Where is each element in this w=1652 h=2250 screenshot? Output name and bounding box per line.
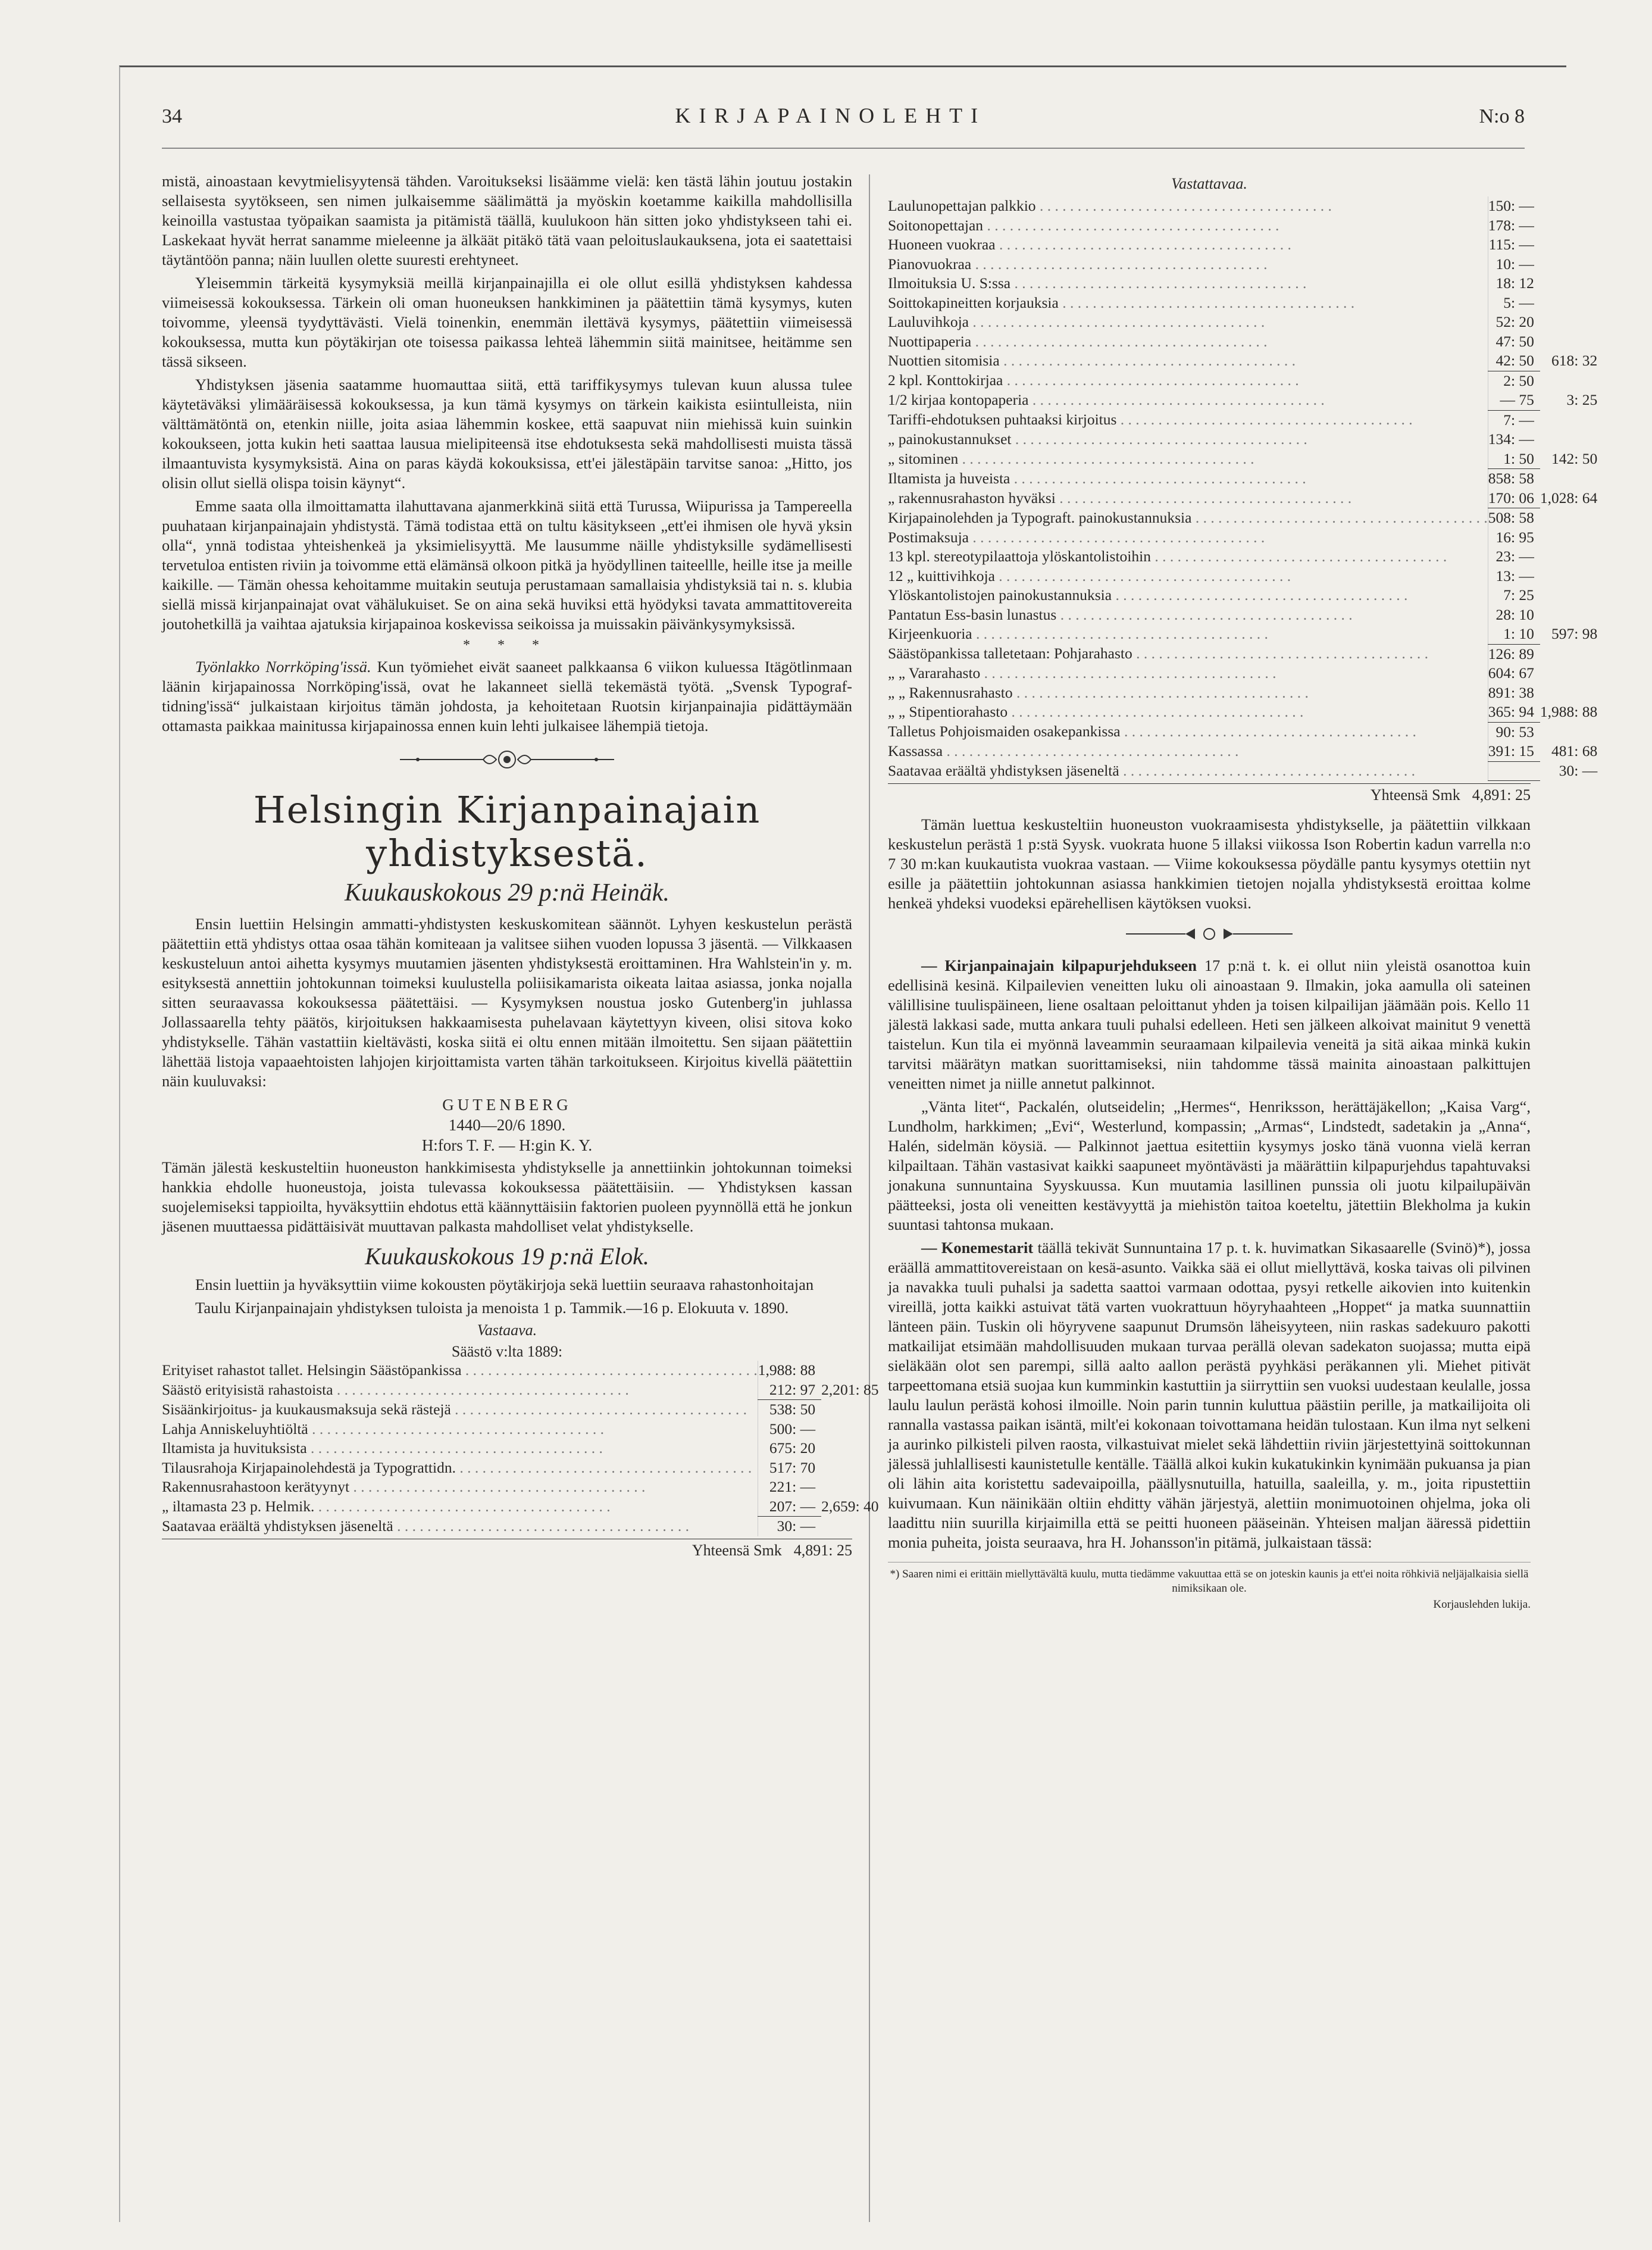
ledger-row (888, 235, 1597, 255)
ledger-value: 7: 25 (1488, 586, 1540, 605)
footnote-credit: Korjauslehden lukija. (1433, 1598, 1531, 1611)
ledger-value: 47: 50 (1488, 332, 1540, 352)
ledger-subtotal (1540, 683, 1597, 703)
ledger-value: 1,988: 88 (758, 1361, 821, 1380)
ledger-row (162, 1380, 878, 1400)
income-total-label: Yhteensä Smk (692, 1541, 782, 1559)
ledger-label (888, 567, 1488, 586)
ledger-label-text: „ rakennusrahaston hyväksi (888, 489, 1056, 507)
ledger-label-text: Ylöskantolistojen painokustannuksia (888, 586, 1112, 604)
column-divider (869, 174, 870, 2222)
ledger-value: 212: 97 (758, 1380, 821, 1400)
ledger-label-text: 13 kpl. stereotypilaattoja ylöskantolistoihin (888, 548, 1151, 565)
ledger-label-text: Laulunopettajan palkkio (888, 197, 1036, 214)
ledger-row (888, 664, 1597, 683)
ledger-label-text: Ilmoituksia U. S:ssa (888, 274, 1011, 292)
ledger-label-text: Soitonopettajan (888, 216, 984, 234)
ledger-subtotal: 597: 98 (1551, 625, 1598, 643)
ledger-row (888, 702, 1597, 722)
expense-total (888, 783, 1531, 804)
ledger-subtotal (821, 1439, 878, 1458)
ledger-subtotal (1540, 235, 1597, 255)
ledger-row (888, 761, 1597, 781)
ledger-subtotal: 1,028: 64 (1540, 489, 1598, 507)
ledger-subtotal: 618: 32 (1551, 352, 1598, 370)
ledger-value: 221: — (758, 1477, 821, 1497)
ledger-label (888, 351, 1488, 371)
ledger-subtotal (1540, 605, 1597, 625)
ledger-row (162, 1517, 878, 1536)
ledger-value: 891: 38 (1488, 683, 1540, 703)
excursion-article (888, 1238, 1531, 1552)
ledger-label-text: Nuottipaperia (888, 332, 972, 350)
ledger-row (888, 216, 1597, 236)
ledger-label-text: Erityiset rahastot tallet. Helsingin Säästöpankissa (162, 1361, 462, 1379)
ledger-label-text: 2 kpl. Konttokirjaa (888, 371, 1003, 389)
ledger-subtotal (1540, 547, 1597, 567)
running-header (162, 103, 1525, 139)
ledger-row (162, 1477, 878, 1497)
excursion-text: täällä tekivät Sunnuntaina 17 p. t. k. huvimatkan Sikasaarelle (Svinö)*), jossa eräällä ammattitovereistaan on kesä-asunto. Vaikka sää ei ollut miellyttävä, koska taivas oli pilvinen ja navakka tuuli puhalsi ja sadetta saattoi varmaan odottaa, pysyi retkelle aikovien into kuitenkin vireillä, jotta kaikki astuivat tätä varten vuokrattuun höyryhaahteen „Hoppet“ ja matka suunnattiin länteen päin. Tuskin oli höyryvene saapunut Drumsön läheisyyteen, niin raskas sadekuuro pakotti matkailijat etsimään mahdollisuuden mukaan turvaa perällä olevan sadekaton suojassa; mutta eipä sieläkään olot sen parempi, sillä aalto aallon perästä pyyhkäsi peräkannen yli. Miehet pitivät tarpeettomana etsiä suojaa kun kumminkin kastuttiin ja siirryttiin sen vuoksi uudestaan keulalle, jossa laulu laulun perästä kohosi ilmoille. Noin parin tunnin kuluttua päästiin perille, ja matkailijoita oli rannalla vastassa paikan isäntä, milt'ei kokonaan toivottamana heidän tulostaan. Kun ilma nyt selkeni ja aurinko pilkisteli pilven raosta, vilkastuivat mielet sekä lähdettiin riviin järjestettyinä soittokunnan jälessä juhlallisesti kaunistetulle kentälle. Täällä alkoi kukin kukatukinkin kynimään pukuansa ja pian oli lähin aita koristettu sadevaipoilla, päällysnutuilla, hatuilla, saaleilla, y. m., joita ripustettiin kuivumaan. Kun näinikään oltiin ehditty vähän järjestyä, alettiin monimuotoinen ohjelma, joka oli laadittu niin suurilla kirjaimilla että se peitti huoneen pääseinän. Yhteisen maljan ääressä pidettiin monia puheita, joista seuraava, hra H. Johansson'in pitämä, julkaistaan tässä: (888, 1239, 1531, 1551)
ledger-label (888, 624, 1488, 644)
ledger-label (888, 255, 1488, 274)
ledger-label (162, 1458, 758, 1478)
ledger-row (888, 528, 1597, 548)
inscription-line: 1440—20/6 1890. (448, 1116, 566, 1134)
article-paragraph: Emme saata olla ilmoittamatta ilahuttavana ajanmerkkinä siitä että Turussa, Wiipurissa ja Tampereella puuhataan kirjanpainajain yhdistystä. Tämä todistaa että on tultu käsitykseen „ett'ei ihmisen ole hyvä yksin olla“, ynnä todistaa yhteishenkeä ja yksimielisyyttä. Me lausumme näille yhdistyksille sydämellisesti tervetuloa entisten riviin ja toivomme että elämänsä olkoon pitkä ja hyödyllinen taiteellle, heille itse ja meille kaikille. — Tämän ohessa kehoitamme muitakin seutuja perustamaan samallaisia yhdistyksiä tai n. s. klubia siellä missä kirjanpainajat ovat vähälukuiset. Se on aina sekä huviksi että hyödyksi tavata ammattitovereita joutohetkillä ja vaihtaa ajatuksia kirjapainoa koskevissa seikoissa ja muissakin päivänkysymyksissä. (162, 497, 852, 633)
ledger-subtotal (821, 1477, 878, 1497)
ledger-label-text: Lahja Anniskeluyhtiöltä (162, 1420, 308, 1438)
ledger-row (888, 508, 1597, 528)
ledger-row (888, 586, 1597, 605)
ledger-row (162, 1439, 878, 1458)
ledger-label (888, 410, 1488, 430)
ledger-row (888, 567, 1597, 586)
ledger-label-text: 12 „ kuittivihkoja (888, 567, 995, 585)
ledger-row (162, 1497, 878, 1517)
ledger-value: 28: 10 (1488, 605, 1540, 625)
ledger-label-text: Iltamista ja huvituksista (162, 1439, 307, 1457)
ledger-row (888, 624, 1597, 644)
ledger-label (888, 449, 1488, 469)
ledger-label (162, 1497, 758, 1517)
publication-title: KIRJAPAINOLEHTI (675, 104, 987, 127)
ledger-row (888, 469, 1597, 489)
ledger-value: 134: — (1488, 430, 1540, 449)
income-total (162, 1539, 852, 1560)
ledger-row (888, 430, 1597, 449)
ledger-label (162, 1517, 758, 1536)
ledger-label-text: Saatavaa eräältä yhdistyksen jäseneltä (888, 762, 1119, 779)
ledger-row (888, 742, 1597, 761)
ledger-value: 538: 50 (758, 1400, 821, 1420)
ledger-label (162, 1361, 758, 1380)
footnote: *) Saaren nimi ei erittäin miellyttävältä kuulu, mutta tiedämme vakuuttaa että se on joteskin kaunis ja ett'ei noita röhkiviä neljäjalkaisia siellä nimiksikaan ole. (888, 1562, 1531, 1596)
ledger-subtotal: 2,201: 85 (821, 1380, 879, 1398)
table-caption: Taulu Kirjanpainajain yhdistyksen tuloista ja menoista 1 p. Tammik.—16 p. Elokuuta v. 1890. (195, 1299, 789, 1317)
ledger-subtotal (821, 1361, 878, 1380)
regatta-article (888, 956, 1531, 1093)
ledger-value: 508: 58 (1488, 508, 1540, 528)
ledger-label (888, 235, 1488, 255)
issue-number: N:o 8 (1479, 105, 1525, 127)
meeting-minutes: Tämän jälestä keskusteltiin huoneuston hankkimisesta yhdistykselle ja annettiinkin johtokunnan toimeksi hankkia ehdolle huoneustoja, joista tulevassa kokouksessa päätettäisiin. — Yhdistyksen kassan suojelemiseksi tappioilta, hyväksyttiin ehdotus että käännyttäisiin faktorien puoleen pyynnöllä että he jonkun jäsenen muuttaessa pidättäisivät muuttavan palkasta mahdolliset velat yhdistykselle. (162, 1158, 852, 1235)
ledger-label (888, 508, 1488, 528)
ledger-value: 7: — (1488, 410, 1540, 430)
ledger-subtotal (1540, 293, 1597, 313)
ledger-label (888, 196, 1488, 216)
ledger-subtotal (1540, 722, 1597, 742)
ledger-row (888, 449, 1597, 469)
ledger-value: 150: — (1488, 196, 1540, 216)
ledger-row (888, 351, 1597, 371)
ledger-label (888, 469, 1488, 489)
ledger-row (888, 605, 1597, 625)
ledger-label-text: Postimaksuja (888, 528, 969, 546)
ledger-row (162, 1400, 878, 1420)
ledger-label (888, 528, 1488, 548)
ledger-subtotal (1540, 586, 1597, 605)
ledger-row (162, 1420, 878, 1439)
ledger-label (888, 702, 1488, 722)
ledger-value: — 75 (1488, 390, 1540, 410)
strike-notice (162, 657, 852, 736)
inscription-line: H:fors T. F. — H:gin K. Y. (421, 1136, 593, 1154)
ledger-label-text: Kirjapainolehden ja Typograft. painokustannuksia (888, 508, 1192, 526)
ledger-subtotal (1540, 255, 1597, 274)
ledger-value: 178: — (1488, 216, 1540, 236)
ledger-subtotal (1540, 508, 1597, 528)
ledger-label-text: Kassassa (888, 742, 943, 760)
ledger-label (888, 586, 1488, 605)
ledger-label-text: „ „ Rakennusrahasto (888, 683, 1013, 701)
ledger-value: 675: 20 (758, 1439, 821, 1458)
right-column (888, 171, 1598, 1611)
ledger-value: 170: 06 (1488, 489, 1540, 508)
ledger-subtotal (1540, 332, 1597, 352)
ledger-row (888, 390, 1597, 410)
meeting-heading: Kuukauskokous 19 p:nä Elok. (365, 1243, 649, 1270)
ledger-label (888, 683, 1488, 703)
ledger-subtotal (1540, 216, 1597, 236)
ledger-label-text: Talletus Pohjoismaiden osakepankissa (888, 723, 1121, 740)
ledger-label-text: Saatavaa eräältä yhdistyksen jäseneltä (162, 1517, 393, 1535)
ledger-label-text: Lauluvihkoja (888, 313, 969, 330)
ornament-divider-icon (1120, 925, 1299, 943)
ledger-row (888, 683, 1597, 703)
ledger-value: 2: 50 (1488, 371, 1540, 390)
expense-heading: Vastattavaa. (1171, 175, 1247, 192)
ledger-subtotal: 481: 68 (1551, 742, 1598, 760)
article-paragraph: Yleisemmin tärkeitä kysymyksiä meillä kirjanpainajilla ei ole ollut esillä yhdistyksen kahdessa viimeisessä kokouksessa. Tärkein oli oman huoneuksen hankkiminen ja päätettiin tämä kysymys, kuten toivomme, yleensä tyydyttävästi. Vielä toinenkin, enemmän ilettävä kysymys, päätettiin viimeisessä kokouksessa, mutta kun pöytäkirjan ote toisessa paikassa lehteä lähemmin siitä mainitsee, heitämme sen tässä sikseen. (162, 274, 852, 370)
ledger-value: 18: 12 (1488, 274, 1540, 293)
ledger-label-text: Huoneen vuokraa (888, 236, 996, 253)
ledger-value (1488, 761, 1540, 781)
ledger-value: 207: — (758, 1497, 821, 1517)
ledger-label (162, 1420, 758, 1439)
ledger-row (888, 547, 1597, 567)
ledger-label (888, 312, 1488, 332)
ledger-subtotal: 2,659: 40 (821, 1497, 879, 1515)
ledger-label-text: 1/2 kirjaa kontopaperia (888, 391, 1029, 409)
ledger-value: 391: 15 (1488, 742, 1540, 761)
expense-total-value: 4,891: 25 (1472, 786, 1531, 804)
income-heading: Vastaava. (477, 1321, 537, 1339)
ledger-label (162, 1439, 758, 1458)
ledger-row (888, 410, 1597, 430)
ledger-label (888, 722, 1488, 742)
ledger-label-text: „ painokustannukset (888, 430, 1012, 448)
ledger-subtotal (1540, 664, 1597, 683)
ledger-label-text: „ „ Stipentiorahasto (888, 703, 1008, 721)
ledger-label (888, 489, 1488, 508)
ledger-label (888, 332, 1488, 352)
ledger-label-text: Pianovuokraa (888, 255, 972, 273)
ledger-label (888, 547, 1488, 567)
ledger-label-text: Säästöpankissa talletetaan: Pohjarahasto (888, 645, 1132, 662)
article-paragraph: mistä, ainoastaan kevytmielisyytensä tähden. Varoitukseksi lisäämme vielä: ken tästä lähin joutuu jostakin sellaisesta syytökseen, sen nimen julkaisemme säälimättä ja myöskin koetamme kaikilla mahdollisilla keinoilla vastustaa työpaikan saamista ja pitämistä täällä, kuulukoon hän sitten joko yhdistykseen tahi ei. Laskekaat hyvät herrat sanamme mieleenne ja älkäät pitäkö tätä vaan peloituslaukauksena, jota ei saatettaisi täytäntöön panna; näin luullen olette suuresti erehtyneet. (162, 172, 852, 268)
ledger-value: 10: — (1488, 255, 1540, 274)
ledger-subtotal (1540, 528, 1597, 548)
ledger-label-text: Iltamista ja huveista (888, 469, 1010, 487)
ledger-row (888, 312, 1597, 332)
ledger-subtotal (1540, 274, 1597, 293)
ledger-row (888, 196, 1597, 216)
ledger-subtotal (1540, 469, 1597, 489)
regatta-lead: — Kirjanpainajain kilpapurjehdukseen (921, 957, 1197, 974)
ledger-label-text: Säästö erityisistä rahastoista (162, 1380, 333, 1398)
ledger-subtotal (821, 1400, 878, 1420)
newspaper-page (119, 65, 1598, 2222)
ledger-value: 90: 53 (1488, 722, 1540, 742)
ledger-label-text: „ „ Vararahasto (888, 664, 981, 682)
ledger-label-text: „ iltamasta 23 p. Helmik. (162, 1497, 315, 1515)
meeting-minutes: Ensin luettiin Helsingin ammatti-yhdistysten keskuskomitean säännöt. Lyhyen keskustelun perästä päätettiin että yhdistys ottaa osaa tähän komiteaan ja valitsee siihen vuoden lopussa 3 jäsentä. — Vilkkaasen keskusteluun antoi aihetta kysymys muutamien jäsenten yhdistyksestä eroittaminen. Hra Wahlstein'in y. m. esityksestä annettiin johtokunnan toimeksi kuulustella poliisikamarista oikeata laitaa asiassa, jonka nojalla sitten seuraavassa kokouksessa päätettäisi. — Kysymyksen noustua josko Gutenberg'in juhlassa Jollassaarella tehty päätös, kirjoituksen hakkaamisesta puhelavaan käytettyyn kiveen, olisi sitova koko yhdistykselle. Tähän vastattiin kieltävästi, koska siitä ei oltu ennen mitään ilmoitettu. Sen sijaan päätettiin lähettää listoja vapaaehtoisten lahjojen kirjoittamista varten tähän tarkoitukseen. Kirjoitus kivellä päätettiin näin kuuluvaksi: (162, 915, 852, 1090)
ledger-subtotal (1540, 196, 1597, 216)
ledger-subtotal: 1,988: 88 (1540, 703, 1598, 721)
inscription-line: GUTENBERG (442, 1096, 572, 1114)
ledger-row (888, 274, 1597, 293)
ledger-label (162, 1400, 758, 1420)
ledger-subtotal (1540, 410, 1597, 430)
ledger-value: 16: 95 (1488, 528, 1540, 548)
meeting-heading: Kuukauskokous 29 p:nä Heinäk. (345, 879, 669, 907)
expense-total-label: Yhteensä Smk (1370, 786, 1460, 804)
meeting-minutes: Tämän luettua keskusteltiin huoneuston vuokraamisesta yhdistykselle, ja päätettiin vilkkaan keskustelun perästä 1 p:stä Syysk. vuokrata huone 5 illaksi viikossa Ison Robertin kadun varrella n:o 7 30 m:kan kuukautista vuokraa vastaan. — Viime kokouksessa pöydälle pantu kysymys otettiin nyt esille ja päätettiin johtokunnan asiassa hankkimien tietojen nojalla yhdistyksestä eroittaa kolme henkeä yhdeksi vuodeksi epärehellisen käytöksen vuoksi. (888, 815, 1531, 912)
ledger-value: 126: 89 (1488, 644, 1540, 664)
ledger-subtotal: 3: 25 (1566, 391, 1598, 409)
ledger-row (888, 371, 1597, 390)
ledger-label (888, 664, 1488, 683)
regatta-article-continued: „Vänta litet“, Packalén, olutseidelin; „Hermes“, Henriksson, herättäjäkellon; „Kaisa Varg“, Lundholm, harkkimen; „Evi“, Westerlund, kompassin; „Armas“, Lindstedt, sadetakin ja „Anna“, Halén, sidelmän köysiä. — Palkinnot jaettua esitettiin kysymys josko tänä vuonna vielä kerran kilpailtaan. Tähän vastasivat kaikki saapuneet myöntävästi ja määrättiin kilpapurjehdus tapahtuvaksi jonakuna sunnuntaina Syyskuussa. Kun muutamia lasillinen punssia oli juotu kilpailupäivän päätteeksi, josta oli veneitten kestävyyttä ja miehistön taitoa koeteltu, jätettiin Blekholma ja kukin suuntasi tahtonsa mukaan. (888, 1098, 1531, 1233)
ledger-subtotal (1540, 644, 1597, 664)
ledger-label (888, 293, 1488, 313)
ledger-label (888, 742, 1488, 761)
section-title: Helsingin Kirjanpainajain yhdistyksestä. (253, 788, 761, 875)
ledger-row (888, 722, 1597, 742)
strike-notice-lead: Työnlakko Norrköping'issä. (195, 658, 371, 676)
strike-notice-text: Kun työmiehet eivät saaneet palkkaansa 6 viikon kuluessa Itägötlinmaan läänin kirjapainossa Norrköping'issä, ovat he lakanneet siellä tekemästä työtä. „Svensk Typograf-tidning'issä“ julkaistaan kirjoitus tämän johdosta, ja kehoitetaan Ruotsin kirjanpainajia pidättäymään ottamasta paikkaa mainitussa kirjapainossa ennen kuin lehti julkaisee lähempiä tietoja. (162, 658, 852, 735)
ledger-label-text: Tilausrahoja Kirjapainolehdestä ja Typograttidn. (162, 1458, 456, 1476)
ledger-row (888, 489, 1597, 508)
ledger-row (888, 255, 1597, 274)
ledger-subtotal (821, 1420, 878, 1439)
ledger-label-text: Pantatun Ess-basin lunastus (888, 605, 1057, 623)
ledger-label-text: Tariffi-ehdotuksen puhtaaksi kirjoitus (888, 411, 1117, 429)
ledger-label-text: Rakennusrahastoon kerätyynyt (162, 1478, 350, 1495)
section-stars: * * * (463, 638, 551, 653)
ledger-label-text: „ sitominen (888, 449, 959, 467)
ledger-label-text: Sisäänkirjoitus- ja kuukausmaksuja sekä rästejä (162, 1400, 451, 1418)
ledger-value: 5: — (1488, 293, 1540, 313)
ledger-label (888, 371, 1488, 390)
expense-table (888, 196, 1597, 781)
ledger-subtotal (1540, 567, 1597, 586)
ledger-value: 1: 50 (1488, 449, 1540, 469)
ledger-label (162, 1477, 758, 1497)
ledger-label-text: Kirjeenkuoria (888, 625, 972, 643)
ledger-value: 500: — (758, 1420, 821, 1439)
article-paragraph: Yhdistyksen jäsenia saatamme huomauttaa siitä, että tariffikysymys tulevan kuun alussa tulee käytetäväksi ylimääräisessä kokouksessa, ja kun tämä kysymys on tärkein kaikista esiintulleista, niin välttämätöntä on, etenkin niille, joita asiaa lähemmin koskee, että saapuvat niin miehissä kuin suinkin kokoukseen, jotta kukin heti saattaa lausua mielipiteensä itse ehdotuksesta sekä mahdollisesti muista tässä ilmaantuvista kysymyksistä. Aina on paras käydä kokouksissa, ett'ei jälestäpäin tarvitse sanoa: „Hitto, jos olisin ollut siellä olispa toisin käynyt“. (162, 376, 852, 492)
ledger-subtotal (821, 1458, 878, 1478)
income-total-value: 4,891: 25 (793, 1541, 852, 1559)
ledger-label (888, 274, 1488, 293)
ledger-value: 365: 94 (1488, 702, 1540, 722)
ledger-value: 42: 50 (1488, 351, 1540, 371)
ledger-value: 52: 20 (1488, 312, 1540, 332)
ledger-row (162, 1361, 878, 1380)
ledger-row (162, 1458, 878, 1478)
ledger-value: 858: 58 (1488, 469, 1540, 489)
regatta-text: 17 p:nä t. k. ei ollut niin yleistä osanottoa kuin edellisinä kesinä. Kilpailevien veneitten luku oli ainoastaan 9. Ilmakin, joka aamulla oli sateinen välillisine tuulispäineen, liene osaltaan peloittanut yhden ja toisen kilpailijan jäämään pois. Kello 11 jälestä lakkasi sade, mutta ankara tuuli puhalsi edelleen. Heti sen jälkeen alkoivat mainitut 9 venettä taistelun. Kun tila ei myönnä laveammin seuraamaan kilpailevia veneitä ja sitä aikaa minkä kukin tarvitsi määrätyn matkan suorittamiseksi, niin tahdomme tässä mainita ainoastaan palkittujen veneitten nimet ja niille annetut palkinnot. (888, 957, 1531, 1092)
ledger-label (888, 644, 1488, 664)
ledger-label (888, 761, 1488, 781)
ledger-subtotal: 142: 50 (1551, 449, 1598, 467)
income-table (162, 1361, 878, 1536)
header-rule (162, 148, 1525, 149)
ledger-value: 23: — (1488, 547, 1540, 567)
ledger-label (888, 430, 1488, 449)
ledger-value: 30: — (758, 1517, 821, 1536)
ledger-value: 1: 10 (1488, 624, 1540, 644)
ornament-divider-icon (394, 748, 620, 771)
ledger-value: 13: — (1488, 567, 1540, 586)
ledger-subtotal (1540, 430, 1597, 449)
excursion-lead: — Konemestarit (921, 1239, 1034, 1257)
ledger-subtotal (1540, 371, 1597, 390)
ledger-label (888, 605, 1488, 625)
ledger-label (888, 216, 1488, 236)
ledger-value: 115: — (1488, 235, 1540, 255)
ledger-value: 517: 70 (758, 1458, 821, 1478)
ledger-label-text: Soittokapineitten korjauksia (888, 293, 1059, 311)
page-number: 34 (162, 105, 182, 127)
meeting-minutes: Ensin luettiin ja hyväksyttiin viime kokousten pöytäkirjoja sekä luettiin seuraava rahastonhoitajan (195, 1276, 814, 1293)
left-column (162, 171, 879, 1560)
ledger-subtotal (1540, 312, 1597, 332)
ledger-subtotal: 30: — (1559, 762, 1598, 779)
ledger-label-text: Nuottien sitomisia (888, 352, 1000, 370)
ledger-label (888, 390, 1488, 410)
ledger-row (888, 644, 1597, 664)
ledger-row (888, 332, 1597, 352)
ledger-label (162, 1380, 758, 1400)
savings-heading: Säästö v:lta 1889: (451, 1343, 563, 1360)
ledger-value: 604: 67 (1488, 664, 1540, 683)
ledger-row (888, 293, 1597, 313)
ledger-subtotal (821, 1517, 878, 1536)
